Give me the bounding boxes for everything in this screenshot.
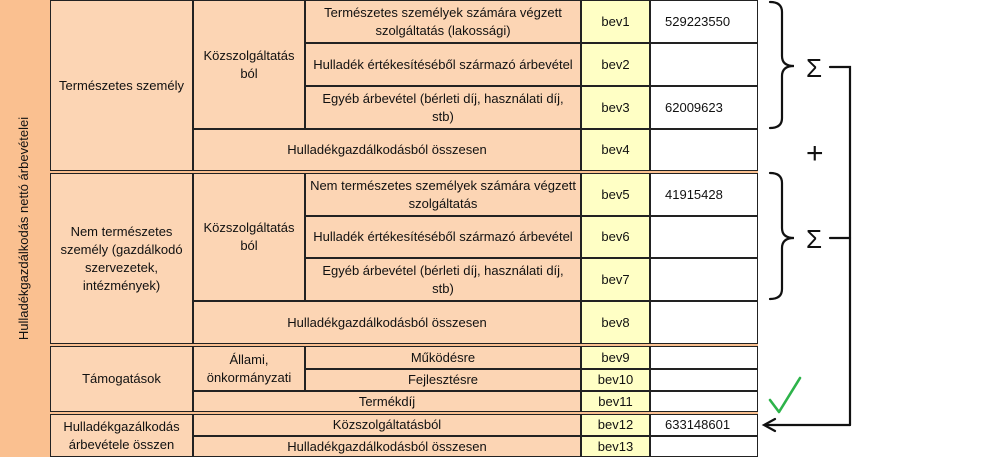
item-label-bev2: Hulladék értékesítéséből származó árbevétel — [305, 43, 581, 86]
brace-1-icon — [770, 2, 794, 128]
item-label-bev4: Hulladékgazdálkodásból összesen — [193, 129, 581, 171]
code-bev5: bev5 — [581, 173, 650, 216]
item-label-bev8: Hulladékgazdálkodásból összesen — [193, 301, 581, 344]
value-bev12[interactable]: 633148601 — [650, 414, 758, 436]
code-bev4: bev4 — [581, 129, 650, 171]
group-arbevetel-osszen: Hulladékgazálkodás árbevétele összen — [50, 414, 193, 457]
sum-symbol-2: Σ — [806, 224, 823, 254]
group-nem-termeszetes-szemely: Nem természetes személy (gazdálkodó szervezetek, intézmények) — [50, 173, 193, 344]
code-bev8: bev8 — [581, 301, 650, 344]
item-label-bev13: Hulladékgazdálkodásból összesen — [193, 436, 581, 457]
side-title: Hulladékgazdálkodás nettó árbevételei — [16, 116, 32, 341]
value-bev3[interactable]: 62009623 — [650, 86, 758, 129]
item-label-bev7: Egyéb árbevétel (bérleti díj, használati díj, stb) — [305, 258, 581, 301]
value-bev1[interactable]: 529223550 — [650, 0, 758, 43]
code-bev10: bev10 — [581, 369, 650, 391]
item-label-bev3: Egyéb árbevétel (bérleti díj, használati díj, stb) — [305, 86, 581, 129]
code-bev1: bev1 — [581, 0, 650, 43]
item-label-bev1: Természetes személyek számára végzett szolgáltatás (lakossági) — [305, 0, 581, 43]
code-bev11: bev11 — [581, 391, 650, 412]
item-label-bev9: Működésre — [305, 346, 581, 369]
plus-symbol: + — [806, 137, 824, 170]
sum-symbol-1: Σ — [806, 53, 823, 83]
sub-kozszolgaltatasbol-2: Közszolgáltatás ból — [193, 173, 305, 301]
group-termeszetes-szemely: Természetes személy — [50, 0, 193, 171]
item-label-bev6: Hulladék értékesítéséből származó árbevétel — [305, 216, 581, 258]
checkmark-icon — [770, 378, 800, 412]
code-bev6: bev6 — [581, 216, 650, 258]
code-bev9: bev9 — [581, 346, 650, 369]
item-label-bev10: Fejlesztésre — [305, 369, 581, 391]
connector-line-top — [830, 67, 850, 425]
code-bev12: bev12 — [581, 414, 650, 436]
brace-2-icon — [770, 173, 794, 299]
value-bev5[interactable]: 41915428 — [650, 173, 758, 216]
item-label-bev11: Termékdíj — [193, 391, 581, 412]
group-tamogatasok: Támogatások — [50, 346, 193, 412]
code-bev2: bev2 — [581, 43, 650, 86]
code-bev13: bev13 — [581, 436, 650, 457]
sub-kozszolgaltatasbol-1: Közszolgáltatás ból — [193, 0, 305, 129]
sub-allami-onkormanyzati: Állami, önkormányzati — [193, 346, 305, 391]
item-label-bev5: Nem természetes személyek számára végzett szolgáltatás — [305, 173, 581, 216]
code-bev3: bev3 — [581, 86, 650, 129]
item-label-bev12: Közszolgáltatásból — [193, 414, 581, 436]
code-bev7: bev7 — [581, 258, 650, 301]
